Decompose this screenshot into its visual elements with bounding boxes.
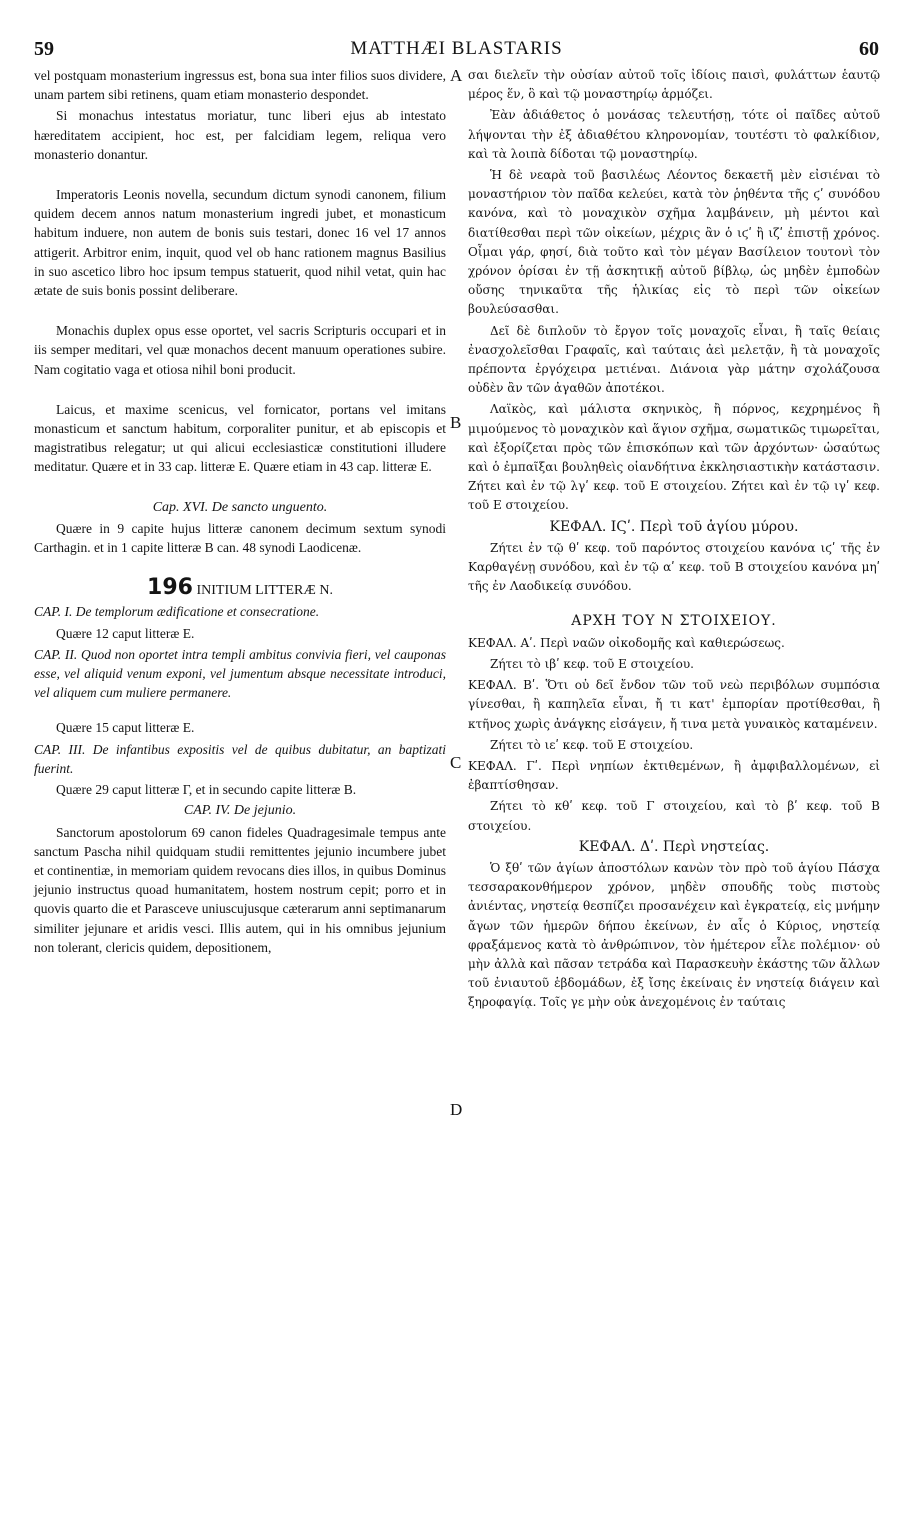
greek-paragraph: Ἡ δὲ νεαρὰ τοῦ βασιλέως Λέοντος δεκαετῆ μὲν εἰσιέναι τὸ μοναστήριον τὸν παῖδα κελεύει, κατὰ τὸν ῥηθέντα τῆς ϛʹ συνόδου κανόνα, καὶ τὸ μοναχικὸν σχῆμα λαμβάνειν, μὴ μέντοι καὶ διατίθεσθαι περὶ τῶν οἰκείων, μέχρις ἂν ὁ ιϛʹ ἢ ιζʹ ἐπιστῇ χρόνος. Οἶμαι γάρ, φησί, διὰ τοῦτο καὶ τὸν μέγαν Βασίλειον τουτονὶ τὸν χρόνον ὁρίσαι ἐν τῇ ἀσκητικῇ αὐτοῦ βίβλῳ, ὡς μηδὲν ἐμποδὼν οὔσης τηνικαῦτα τῆς ἡλικίας εἰς τὸ περὶ τῶν οἰκείων βουλεύσασθαι. bbox=[468, 168, 880, 317]
column-number: 196 bbox=[147, 575, 193, 601]
cross-reference: Ζήτει τὸ κθʹ κεφ. τοῦ Γ στοιχείου, καὶ τὸ βʹ κεφ. τοῦ Β στοιχείου. bbox=[468, 799, 880, 833]
margin-letter-a: A bbox=[450, 66, 463, 85]
cross-reference: Quære 29 caput litteræ Γ, et in secundo capite litteræ B. bbox=[56, 782, 357, 798]
chapter-heading: CAP. I. De templorum ædificatione et consecratione. bbox=[34, 604, 320, 620]
latin-paragraph: Quære in 9 capite hujus litteræ canonem decimum sextum synodi Carthagin. et in 1 capite litteræ B can. 48 synodi Laodicenæ. bbox=[34, 520, 446, 556]
section-title: ΑΡΧΗ ΤΟΥ Ν ΣΤΟΙΧΕΙΟΥ. bbox=[571, 613, 777, 630]
section-heading bbox=[34, 575, 446, 601]
chapter-heading: Cap. XVI. De sancto unguento. bbox=[152, 499, 328, 515]
running-title: MATTHÆI BLASTARIS bbox=[350, 38, 563, 59]
chapter-heading: ΚΕΦΑΛ. Γʹ. Περὶ νηπίων ἐκτιθεμένων, ἢ ἀμφιβαλλομένων, εἰ ἐβαπτίσθησαν. bbox=[468, 758, 880, 793]
cross-reference: Ζήτει τὸ ιεʹ κεφ. τοῦ Ε στοιχείου. bbox=[490, 737, 694, 752]
page-number-left: 59 bbox=[34, 38, 54, 60]
latin-paragraph: Imperatoris Leonis novella, secundum dictum synodi canonem, filium quidem decem annos natum monasterium ingredi jubet, et monasticum habitum induere, non autem de bonis suis testari, donec 16 vel 17 annos attigerit. Arbitror enim, inquit, quod vel ob hanc rationem magnus Basilius in suo ascetico libro hoc ipsum tempus statuerit, quod nihil vetat, quin hac ætate de suis bonis possint deliberare. bbox=[34, 187, 446, 299]
chapter-heading: ΚΕΦΑΛ. Δʹ. Περὶ νηστείας. bbox=[578, 838, 770, 855]
greek-paragraph: Ὁ ξθʹ τῶν ἁγίων ἀποστόλων κανὼν τὸν πρὸ τοῦ ἁγίου Πάσχα τεσσαρακονθήμερον χρόνον, μηδὲν σπουδῆς τοὺς πιστοὺς ἀνιέντας, νηστείᾳ θεσπίζει προσανέχειν καὶ ἐγκρατείᾳ, εἰς μνήμην ἄγων τῶν ἡμερῶν δήπου ἐκείνων, ἐν αἷς ὁ Κύριος, νηστείᾳ φραξάμενος κατὰ τὸ ἀνθρώπινον, τὸν ἡμέτερον εἷλε πολέμιον· οὐ μὴν ἀλλὰ καὶ πᾶσαν τετράδα καὶ Παρασκευὴν ἑκάστης τῶν ἄλλων τοῦ ἐνιαυτοῦ ἑβδομάδων, ἐξ ἴσης ἐκείναις ἐν νηστείᾳ διάγειν καὶ ξηροφαγίᾳ. Τοῖς γε μὴν οὐκ ἀνεχομένοις ἐν ταύταις bbox=[468, 860, 880, 1010]
margin-letter-c: C bbox=[450, 753, 462, 772]
chapter-heading: CAP. II. Quod non oportet intra templi ambitus convivia fieri, vel cauponas esse, vel aliquid venum exponi, vel jumentum absque necessitate introduci, vel aliquem cum muliere permanere. bbox=[34, 646, 446, 701]
latin-paragraph: Si monachus intestatus moriatur, tunc liberi ejus ab intestato hæreditatem accipient, hoc est, per falcidiam legem, reliqua vero monasterio donantur. bbox=[34, 108, 446, 162]
latin-paragraph: Monachis duplex opus esse oportet, vel sacris Scripturis occupari et in iis semper meditari, vel quæ monachos decent manuum operationes subire. Nam cogitatio vaga et otiosa nihil boni producit. bbox=[34, 323, 446, 377]
page-number-right: 60 bbox=[859, 38, 879, 60]
chapter-heading: ΚΕΦΑΛ. Αʹ. Περὶ ναῶν οἰκοδομῆς καὶ καθιερώσεως. bbox=[468, 635, 785, 650]
greek-paragraph: Λαϊκὸς, καὶ μάλιστα σκηνικὸς, ἢ πόρνος, κεχρημένος ἢ μιμούμενος τὸ μοναχικὸν καὶ ἅγιον σχῆμα, σωματικῶς τιμωρεῖται, καὶ ἐξορίζεται πρὸς τῶν ἐπισκόπων καὶ τῶν ἀρχόντων· ὡσαύτως καὶ ὁ ἐμπαῖξαι βουληθεὶς οἱανδήτινα ἐκκλησιαστικὴν κατάστασιν. Ζήτει καὶ ἐν τῷ λγʹ κεφ. τοῦ Ε στοιχείου. Ζήτει καὶ ἐν τῷ ιγʹ κεφ. τοῦ Ε στοιχείου. bbox=[468, 402, 880, 513]
section-title: INITIUM LITTERÆ N. bbox=[196, 583, 333, 599]
chapter-heading: CAP. III. De infantibus expositis vel de quibus dubitatur, an baptizati fuerint. bbox=[34, 741, 446, 776]
cross-reference: Quære 12 caput litteræ E. bbox=[56, 625, 195, 641]
greek-paragraph: Ζήτει ἐν τῷ θʹ κεφ. τοῦ παρόντος στοιχείου κανόνα ιϛʹ τῆς ἐν Καρθαγένῃ συνόδου, καὶ ἐν τῷ αʹ κεφ. τοῦ Β στοιχείου κανόνα μηʹ τῆς ἐν Λαοδικείᾳ συνόδου. bbox=[468, 540, 880, 594]
greek-paragraph: Ἐὰν ἀδιάθετος ὁ μονάσας τελευτήσῃ, τότε οἱ παῖδες αὐτοῦ λήψονται τὴν ἐξ ἀδιαθέτου κληρονομίαν, τουτέστι τὸ φαλκίδιον, καὶ τὰ λοιπὰ δίδοται τῷ μοναστηρίῳ. bbox=[468, 108, 880, 161]
margin-letter-d: D bbox=[450, 1100, 463, 1119]
cross-reference: Quære 15 caput litteræ E. bbox=[56, 720, 195, 736]
latin-paragraph: Sanctorum apostolorum 69 canon fideles Quadragesimale tempus ante sanctum Pascha nihil quidquam studii remittentes jejunio incumbere jubet et continentiæ, in memoriam quidem revocans dies illos, in quibus Dominus jejunio instructus quoad humanitatem, hostem nostrum cepit; porro et in quovis quarto die et Parasceve uniuscujusque cæterarum anni septimanarum similiter jejunare et aridis vesci. Illis autem, qui in his omnibus jejunium non tolerant, clericis quidem, depositionem, bbox=[34, 824, 446, 955]
cross-reference: Ζήτει τὸ ιβʹ κεφ. τοῦ Ε στοιχείου. bbox=[490, 656, 694, 671]
chapter-heading: ΚΕΦΑΛ. ΙϚʹ. Περὶ τοῦ ἁγίου μύρου. bbox=[549, 518, 799, 535]
latin-column bbox=[34, 66, 446, 959]
margin-letter-b: B bbox=[450, 413, 462, 432]
chapter-heading: CAP. IV. De jejunio. bbox=[183, 803, 297, 819]
greek-column bbox=[468, 66, 880, 1015]
greek-paragraph: σαι διελεῖν τὴν οὐσίαν αὐτοῦ τοῖς ἰδίοις παισὶ, φυλάττων ἑαυτῷ μέρος ἕν, ὃ καὶ τῷ μοναστηρίῳ ἁρμόζει. bbox=[468, 68, 880, 102]
latin-paragraph: Laicus, et maxime scenicus, vel fornicator, portans vel imitans monasticum et sanctum habitum, corporaliter punitur, et ab episcopis et magistratibus relegatur; ut qui alicui ecclesiasticæ constitutioni illudere meditatur. Quære et in 33 cap. litteræ E. Quære etiam in 43 cap. litteræ E. bbox=[34, 401, 446, 475]
greek-paragraph: Δεῖ δὲ διπλοῦν τὸ ἔργον τοῖς μοναχοῖς εἶναι, ἢ ταῖς θείαις ἐνασχολεῖσθαι Γραφαῖς, καὶ ταύταις ἀεὶ μελετᾷν, ἢ τὰ μοναχοῖς πρέποντα ἐργόχειρα μετιέναι. Διάνοια γὰρ μάτην σχολάζουσα οὐδὲν ἂν τῶν ἀγαθῶν ἀποτέκοι. bbox=[468, 323, 880, 396]
chapter-heading: ΚΕΦΑΛ. Βʹ. Ὅτι οὐ δεῖ ἔνδον τῶν τοῦ νεὼ περιβόλων συμπόσια γίνεσθαι, ἢ καπηλεῖα εἶναι, ἤ τι κατ' ἐμπορίαν προτίθεσθαι, ἢ κτῆνος χωρὶς ἀνάγκης εἰσάγειν, ἤ τινα μετὰ γυναικὸς καταμένειν. bbox=[468, 678, 880, 731]
latin-paragraph: vel postquam monasterium ingressus est, bona sua inter filios suos dividere, unam partem sibi retinens, quam etiam monasterio despondet. bbox=[34, 68, 446, 103]
page-header bbox=[0, 0, 913, 60]
